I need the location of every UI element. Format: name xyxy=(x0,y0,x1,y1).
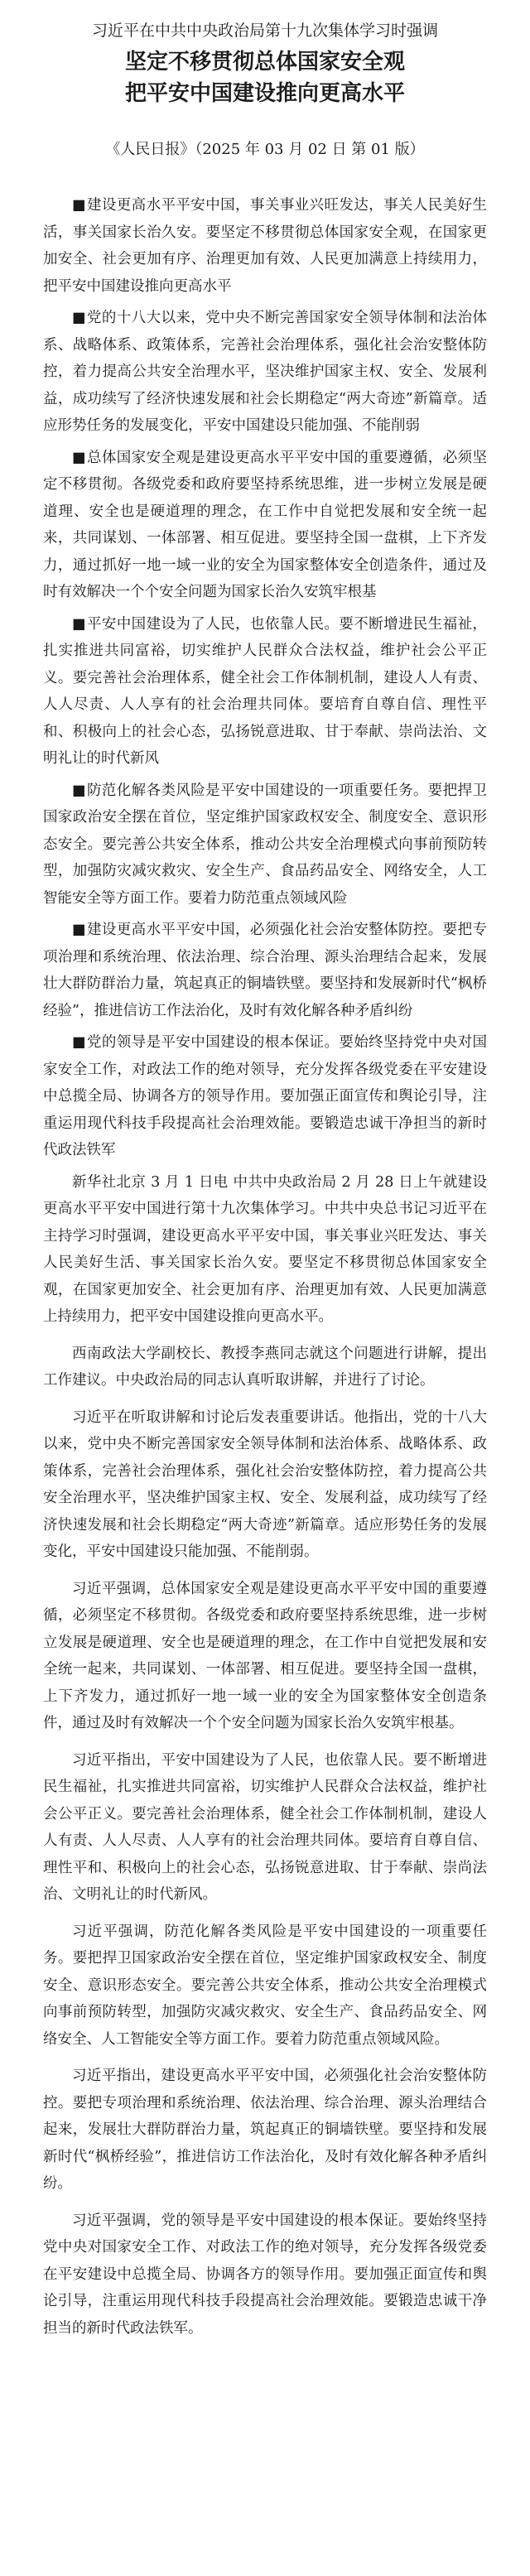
article-headline-line-1: 坚定不移贯彻总体国家安全观 xyxy=(124,50,405,75)
body-paragraph: 习近平强调，防范化解各类风险是平安中国建设的一项重要任务。要把捍卫国家政治安全摆在首位，坚定维护国家政权安全、制度安全、意识形态安全。要完善公共安全体系，推动公共安全治理模式向事前预防转型，加强防灾减灾救灾、安全生产、食品药品安全、网络安全、人工智能安全等方面工作。要着力防范重点领域风险。 xyxy=(43,1923,487,2048)
article-headline-line-2: 把平安中国建设推向更高水平 xyxy=(124,81,405,106)
body-paragraph: 习近平强调，总体国家安全观是建设更高水平平安中国的重要遵循，必须坚定不移贯彻。各级党委和政府要坚持系统思维，进一步树立发展是硬道理、安全也是硬道理的理念，在工作中自觉把发展和安全统一起来，共同谋划、一体部署、相互促进。要坚持全国一盘棋，上下齐发力，通过抓好一地一域一业的安全为国家整体安全创造条件，通过及时有效解决一个个安全问题为国家长治久安筑牢根基。 xyxy=(43,1580,487,1731)
summary-paragraph: ■ 建设更高水平平安中国，必须强化社会治安整体防控。要把专项治理和系统治理、依法治理、综合治理、源头治理结合起来，发展壮大群防群治力量，筑起真正的铜墙铁壁。要坚持和发展新时代“枫桥经验”，推进信访工作法治化，及时有效化解各种矛盾纠纷 xyxy=(43,917,487,1024)
article-summary xyxy=(43,192,487,1164)
body-paragraph: 新华社北京 3 月 1 日电 中共中央政治局 2 月 28 日上午就建设更高水平平安中国进行第十九次集体学习。中共中央总书记习近平在主持学习时强调，建设更高水平平安中国，事关事业兴旺发达、事关人民美好生活、事关国家长治久安。要坚定不移贯彻总体国家安全观，在国家更加安全、社会更加有序、治理更加有效、人民更加满意上持续用力，把平安中国建设推向更高水平。 xyxy=(43,1173,487,1325)
body-paragraph: 西南政法大学副校长、教授李燕同志就这个问题进行讲解，提出工作建议。中央政治局的同志认真听取讲解，并进行了讨论。 xyxy=(43,1345,487,1389)
summary-paragraph: ■ 建设更高水平平安中国，事关事业兴旺发达，事关人民美好生活，事关国家长治久安。要坚定不移贯彻总体国家安全观，在国家更加安全、社会更加有序、治理更加有效、人民更加满意上持续用力，把平安中国建设推向更高水平 xyxy=(43,192,487,300)
body-paragraph: 习近平指出，平安中国建设为了人民，也依靠人民。要不断增进民生福祉，扎实推进共同富裕，切实维护人民群众合法权益，维护社会公平正义。要完善社会治理体系，健全社会工作体制机制，建设人人有责、人人尽责、人人享有的社会治理共同体。要培育自尊自信、理性平和、积极向上的社会心态，弘扬锐意进取、甘于奉献、崇尚法治、文明礼让的时代新风。 xyxy=(43,1751,487,1903)
article-kicker: 习近平在中共中央政治局第十九次集体学习时强调 xyxy=(91,22,438,40)
body-paragraph: 习近平在听取讲解和讨论后发表重要讲话。他指出，党的十八大以来，党中央不断完善国家安全领导体制和法治体系、战略体系、政策体系，完善社会治理体系，强化社会治安整体防控，着力提高公共安全治理水平，坚决维护国家主权、安全、发展利益，成功续写了经济快速发展和社会长期稳定“两大奇迹”新篇章。适应形势任务的发展变化，平安中国建设只能加强、不能削弱。 xyxy=(43,1408,487,1560)
body-paragraph: 习近平指出，建设更高水平平安中国，必须强化社会治安整体防控。要把专项治理和系统治理、依法治理、综合治理、源头治理结合起来，发展壮大群防群治力量，筑起真正的铜墙铁壁。要坚持和发展新时代“枫桥经验”，推进信访工作法治化，及时有效化解各种矛盾纠纷。 xyxy=(43,2068,487,2192)
summary-paragraph: ■ 党的十八大以来，党中央不断完善国家安全领导体制和法治体系、战略体系、政策体系，完善社会治理体系，强化社会治安整体防控，着力提高公共安全治理水平，坚决维护国家主权、安全、发展利益，成功续写了经济快速发展和社会长期稳定“两大奇迹”新篇章。适应形势任务的发展变化，平安中国建设只能加强、不能削弱 xyxy=(43,305,487,440)
body-paragraph: 习近平强调，党的领导是平安中国建设的根本保证。要始终坚持党中央对国家安全工作、对政法工作的绝对领导，充分发挥各级党委在平安建设中总揽全局、协调各方的领导作用。要加强正面宣传和舆论引导，注重运用现代科技手段提高社会治理效能。要锻造忠诚干净担当的新时代政法铁军。 xyxy=(43,2212,487,2337)
summary-paragraph: ■ 防范化解各类风险是平安中国建设的一项重要任务。要把捍卫国家政治安全摆在首位，坚定维护国家政权安全、制度安全、意识形态安全。要完善公共安全体系，推动公共安全治理模式向事前预防转型，加强防灾减灾救灾、安全生产、食品药品安全、网络安全，人工智能安全等方面工作。要着力防范重点领域风险 xyxy=(43,778,487,912)
article-body xyxy=(43,1169,487,2342)
summary-paragraph: ■ 平安中国建设为了人民，也依靠人民。要不断增进民生福祉，扎实推进共同富裕，切实维护人民群众合法权益，维护社会公平正义。要完善社会治理体系，健全社会工作体制机制，建设人人有责、人人尽责、人人享有的社会治理共同体。要培育自尊自信、理性平和、积极向上的社会心态，弘扬锐意进取、甘于奉献、崇尚法治、文明礼让的时代新风 xyxy=(43,611,487,773)
summary-paragraph: ■ 总体国家安全观是建设更高水平平安中国的重要遵循，必须坚定不移贯彻。各级党委和政府要坚持系统思维，进一步树立发展是硬道理、安全也是硬道理的理念，在工作中自觉把发展和安全统一起来，共同谋划、一体部署、相互促进。要坚持全国一盘棋，上下齐发力，通过抓好一地一域一业的安全为国家整体安全创造条件，通过及时有效解决一个个安全问题为国家长治久安筑牢根基 xyxy=(43,445,487,606)
summary-paragraph: ■ 党的领导是平安中国建设的根本保证。要始终坚持党中央对国家安全工作，对政法工作的绝对领导，充分发挥各级党委在平安建设中总揽全局、协调各方的领导作用。要加强正面宣传和舆论引导，注重运用现代科技手段提高社会治理效能。要锻造忠诚干净担当的新时代政法铁军 xyxy=(43,1029,487,1164)
article-source: 《人民日报》（2025 年 03 月 02 日 第 01 版） xyxy=(105,141,425,158)
